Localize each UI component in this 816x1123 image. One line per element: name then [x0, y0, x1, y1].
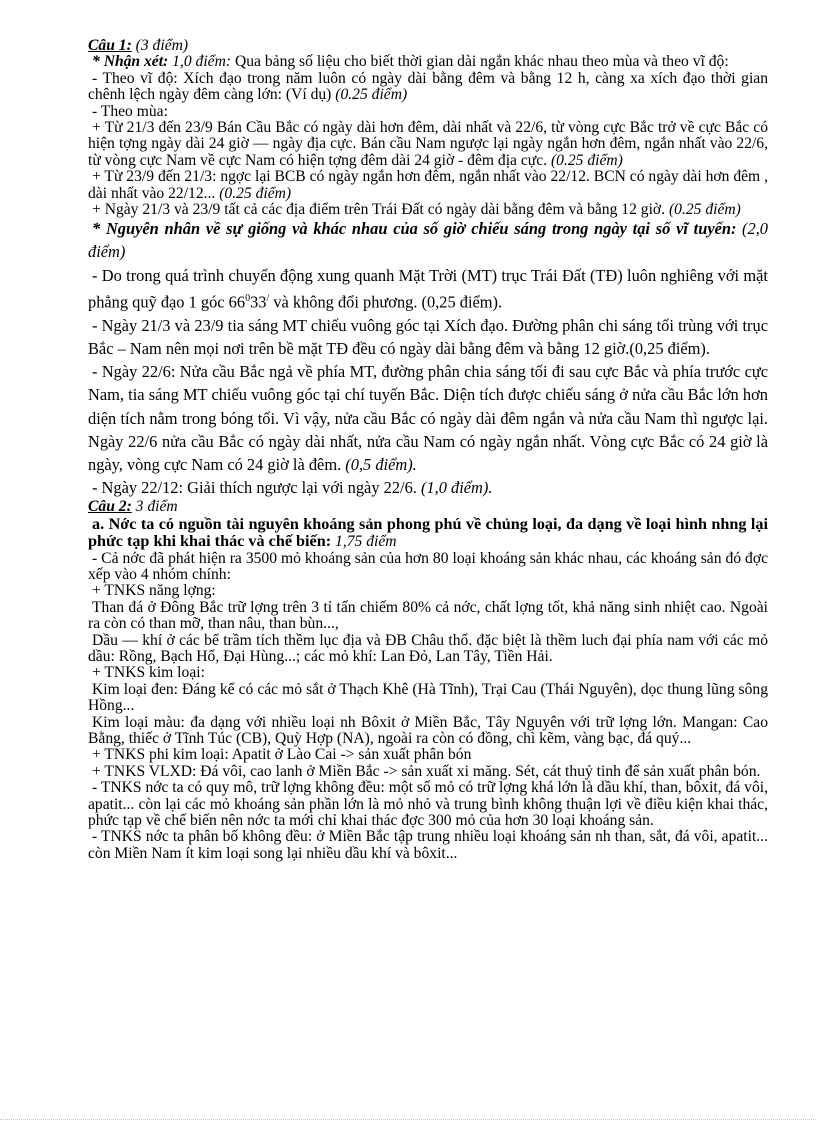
nhanxet-label: * Nhận xét:: [92, 53, 169, 71]
nn4-c: ngược lại với ngày 22/6.: [256, 478, 417, 498]
q2-p7: Kim loại màu: đa dạng với nhiều loại nh Bôxit ở Miền Bắc, Tây Nguyên với trữ lợng lớn. Mangan: Cao Bằng, thiếc ở Tĩnh Túc (CB), Quỳ Hợp (NA), ngoài ra còn có đồng, chì kẽm, vàng bạc, đá quý...: [88, 713, 768, 748]
nn4-b: Giải thích: [187, 478, 253, 498]
nn4-a: - Ngày 22/12:: [92, 478, 184, 498]
q1-vido: [88, 71, 768, 104]
q2-a: [88, 516, 768, 551]
q1-title: Câu 1:: [88, 37, 132, 54]
nn1-prime: /: [266, 293, 270, 305]
nguyennhan-score: (2,0 điểm): [88, 218, 768, 261]
mua1-score: (0.25 điểm): [550, 151, 623, 169]
q1-theomua: - Theo mùa:: [92, 102, 168, 120]
q1-nn4: [88, 476, 768, 499]
nhanxet-text: Qua bảng số liệu cho biết thời gian dài ngắn khác nhau theo mùa và theo vĩ độ:: [234, 53, 729, 71]
q2-p4: Dầu — khí ở các bể trầm tích thềm lục địa và ĐB Châu thổ. đặc biệt là thềm luch đại phía nam với các mỏ dầu: Rồng, Bạch Hổ, Đại Hùng...; các mỏ khí: Lan Đỏ, Lan Tây, Tiền Hải.: [88, 631, 768, 666]
nn1-minutes: 33: [250, 292, 267, 312]
q1-mua3: [88, 202, 768, 218]
page-bottom-divider: [0, 1119, 816, 1120]
mua1-text: + Từ 21/3 đến 23/9 Bán Cầu Bắc có ngày dài hơn đêm, dài nhất và 22/6, từ vòng cực Bắc trở về cực Bắc có hiện tợng ngày dài 24 giờ — ngày địa cực. Bán cầu Nam ngược lại ngày ngắn hơn đêm, ngắn nhất vào 22/6, từ vòng cực Nam về cực Nam có hiện tợng đêm dài 24 giờ - đêm địa cực.: [88, 119, 768, 169]
q2-title: Câu 2:: [88, 498, 132, 516]
nguyennhan-label: * Nguyên nhân về sự giống và khác nhau của số giờ chiếu sáng trong ngày tại số vĩ tuyến:: [92, 218, 737, 238]
q2-heading: [88, 499, 768, 515]
mua3-text: + Ngày 21/3 và 23/9 tất cả các địa điểm trên Trái Đất có ngày dài bằng đêm và bằng 12 giờ.: [92, 201, 666, 219]
q1-mua1: [88, 120, 768, 169]
mua3-score: (0.25 điểm): [668, 201, 741, 219]
q1-nhanxet: [88, 54, 768, 70]
q2-p11: - TNKS nớc ta phân bố không đều: ở Miền Bắc tập trung nhiều loại khoáng sản nh than, sắt, đá vôi, apatit... còn Miền Nam ít kim loại song lại nhiều dầu khí và bôxit...: [88, 828, 768, 862]
q2-p9: + TNKS VLXD: Đá vôi, cao lanh ở Miền Bắc -> sản xuất xi măng. Sét, cát thuỷ tinh để sản xuất phân bón.: [92, 762, 761, 780]
nn3-text: - Ngày 22/6: Nửa cầu Bắc ngả về phía MT, đường phân chia sáng tối đi sau cực Bắc và phía trước cực Nam, tia sáng MT chiếu vuông góc tại chí tuyến Bắc. Diện tích được chiếu sáng ở nửa cầu Bắc lớn hơn diện tích nằm trong bóng tối. Vì vậy, nửa cầu Bắc có ngày dài đêm ngắn và nửa cầu Nam thì ngược lại. Ngày 22/6 nửa cầu Bắc có ngày dài nhất, nửa cầu Nam có ngày ngắn nhất. Vòng cực Bắc có 24 giờ là ngày, vòng cực Nam có 24 giờ là đêm.: [88, 362, 768, 474]
q1-heading: [88, 38, 768, 54]
mua2-text: + Từ 23/9 đến 21/3: ngợc lại BCB có ngày ngắn hơn đêm, ngắn nhất vào 22/12. BCN có ngày dài hơn đêm , dài nhất vào 22/12...: [88, 168, 768, 202]
nn3-score: (0,5 điểm).: [345, 454, 417, 474]
q1-score: (3 điểm): [135, 37, 189, 54]
vido-text: - Theo vĩ độ: Xích đạo trong năm luôn có ngày dài bằng đêm và bằng 12 h, càng xa xích đạo thời gian chênh lệch ngày đêm càng lớn: (Ví dụ): [88, 69, 768, 104]
q1-nguyennhan: [88, 218, 768, 264]
nn1-end: và không đổi phương. (0,25 điểm).: [269, 292, 503, 312]
nn4-score: (1,0 điểm).: [420, 478, 493, 498]
nhanxet-score: 1,0 điểm:: [172, 53, 232, 71]
q2-score: 3 điểm: [135, 498, 178, 516]
q1-nn2: - Ngày 21/3 và 23/9 tia sáng MT chiếu vuông góc tại Xích đạo. Đường phân chi sáng tối trùng với trục Bắc – Nam nên mọi nơi trên bề mặt TĐ đều có ngày dài bằng đêm và bằng 12 giờ.(0,25 điểm).: [88, 315, 768, 358]
document-page: [88, 38, 768, 862]
q2-p3: Than đá ở Đông Bắc trữ lợng trên 3 tỉ tấn chiếm 80% cả nớc, chất lợng tốt, khả năng sinh nhiệt cao. Ngoài ra còn có than mỡ, than nâu, than bùn...,: [88, 598, 768, 633]
vido-score: (0.25 điểm): [335, 86, 408, 104]
q1-mua2: [88, 169, 768, 202]
q1-nn3: [88, 360, 768, 476]
mua2-score: (0.25 điểm): [219, 184, 292, 202]
nn1-degree: 0: [245, 293, 251, 305]
q2-p10: - TNKS nớc ta có quy mô, trữ lợng không đều: một số mỏ có trữ lợng khá lớn là dầu khí, than, bôxit, đá vôi, apatit... còn lại các mỏ khoáng sản phần lớn là mỏ nhỏ và trung bình không thuận lợi về điều kiện khai thác, phức tạp về chế biến nên nớc ta mới chỉ khai thác đợc 300 mỏ của hơn 30 loại khoáng sản.: [88, 779, 768, 830]
q2-p8: + TNKS phi kim loại: Apatit ở Lào Cai -> sản xuất phân bón: [92, 746, 472, 764]
q2-p5: + TNKS kim loại:: [92, 664, 205, 682]
q2-p6: Kim loại đen: Đáng kể có các mỏ sắt ở Thạch Khê (Hà Tĩnh), Trại Cau (Thái Nguyên), dọc thung lũng sông Hồng...: [88, 680, 768, 715]
q2-p1: - Cả nớc đã phát hiện ra 3500 mỏ khoáng sản của hơn 80 loại khoáng sản khác nhau, các khoáng sản đó đợc xếp vào 4 nhóm chính:: [88, 549, 768, 583]
q2-a-score: 1,75 điểm: [335, 533, 397, 551]
nn1-text: - Do trong quá trình chuyển động xung quanh Mặt Trời (MT) trục Trái Đất (TĐ) luôn nghiêng với mặt phẳng quỹ đạo 1 góc 66: [88, 265, 768, 312]
q1-nn1: [88, 264, 768, 314]
q2-p2: + TNKS năng lợng:: [92, 582, 216, 600]
q2-a-label: a. Nớc ta có nguồn tài nguyên khoáng sản phong phú về chủng loại, đa dạng về loại hình nhng lại phức tạp khi khai thác và chế biến:: [88, 514, 768, 551]
